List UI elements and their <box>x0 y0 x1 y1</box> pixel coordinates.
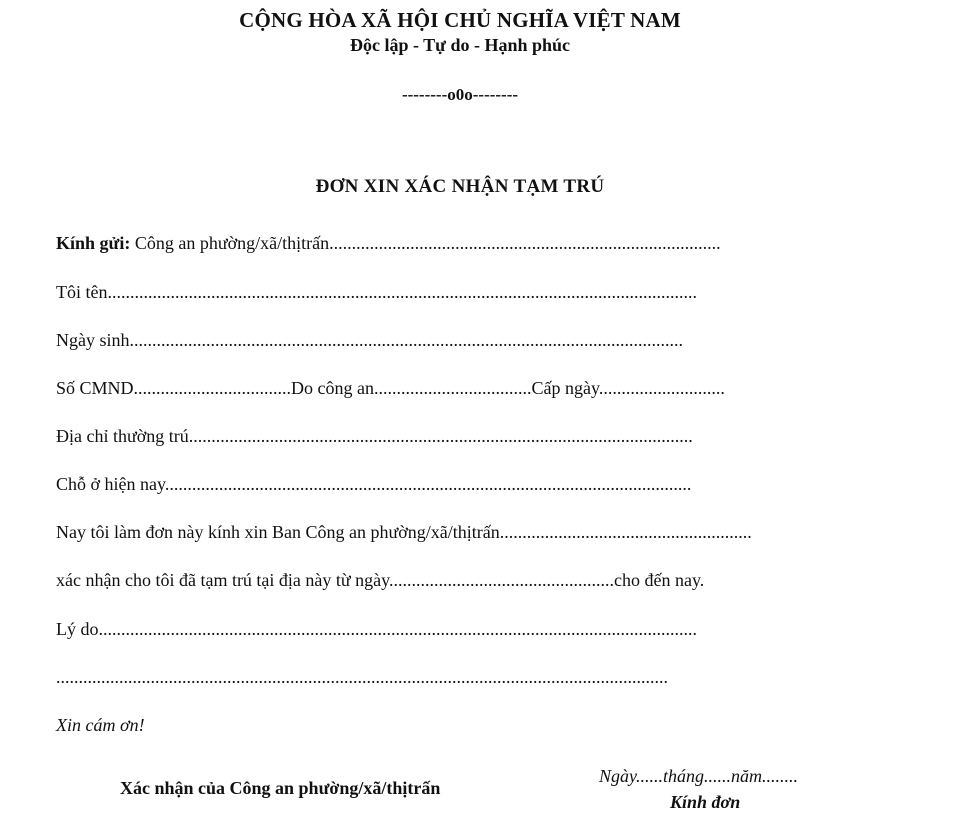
header-separator: --------o0o-------- <box>401 85 519 104</box>
thanks-text: Xin cám ơn! <box>56 715 145 735</box>
form-line-permanent-address: Địa chỉ thường trú................................................................................................................ <box>56 426 693 446</box>
form-line-request: Nay tôi làm đơn này kính xin Ban Công an phường/xã/thịtrấn........................................................ <box>56 522 752 542</box>
date-line: Ngày......tháng......năm........ <box>599 766 799 786</box>
form-line-id-card: Số CMND...................................Do công an...................................Cấp ngày............................ <box>56 378 725 398</box>
form-line-current-residence: Chỗ ở hiện nay..................................................................................................................... <box>56 474 692 494</box>
document-title: ĐƠN XIN XÁC NHẬN TẠM TRÚ <box>315 176 605 197</box>
recipient-text: Công an phường/xã/thịtrấn....................................................................................... <box>130 233 721 253</box>
form-line-blank: ........................................................................................................................................ <box>56 667 668 687</box>
police-confirmation-label: Xác nhận của Công an phường/xã/thịtrấn <box>120 778 441 798</box>
signature-label: Kính đơn <box>670 792 741 812</box>
recipient-line <box>56 234 721 252</box>
national-motto: Độc lập - Tự do - Hạnh phúc <box>349 35 571 55</box>
form-line-birthdate: Ngày sinh........................................................................................................................... <box>56 330 683 350</box>
country-name: CỘNG HÒA XÃ HỘI CHỦ NGHĨA VIỆT NAM <box>239 8 681 32</box>
form-line-name: Tôi tên................................................................................................................................... <box>56 282 697 302</box>
form-line-residence-period: xác nhận cho tôi đã tạm trú tại địa này từ ngày..................................................cho đến nay. <box>56 570 705 590</box>
form-line-reason: Lý do..................................................................................................................................... <box>56 619 697 639</box>
recipient-label: Kính gửi: <box>56 233 131 253</box>
